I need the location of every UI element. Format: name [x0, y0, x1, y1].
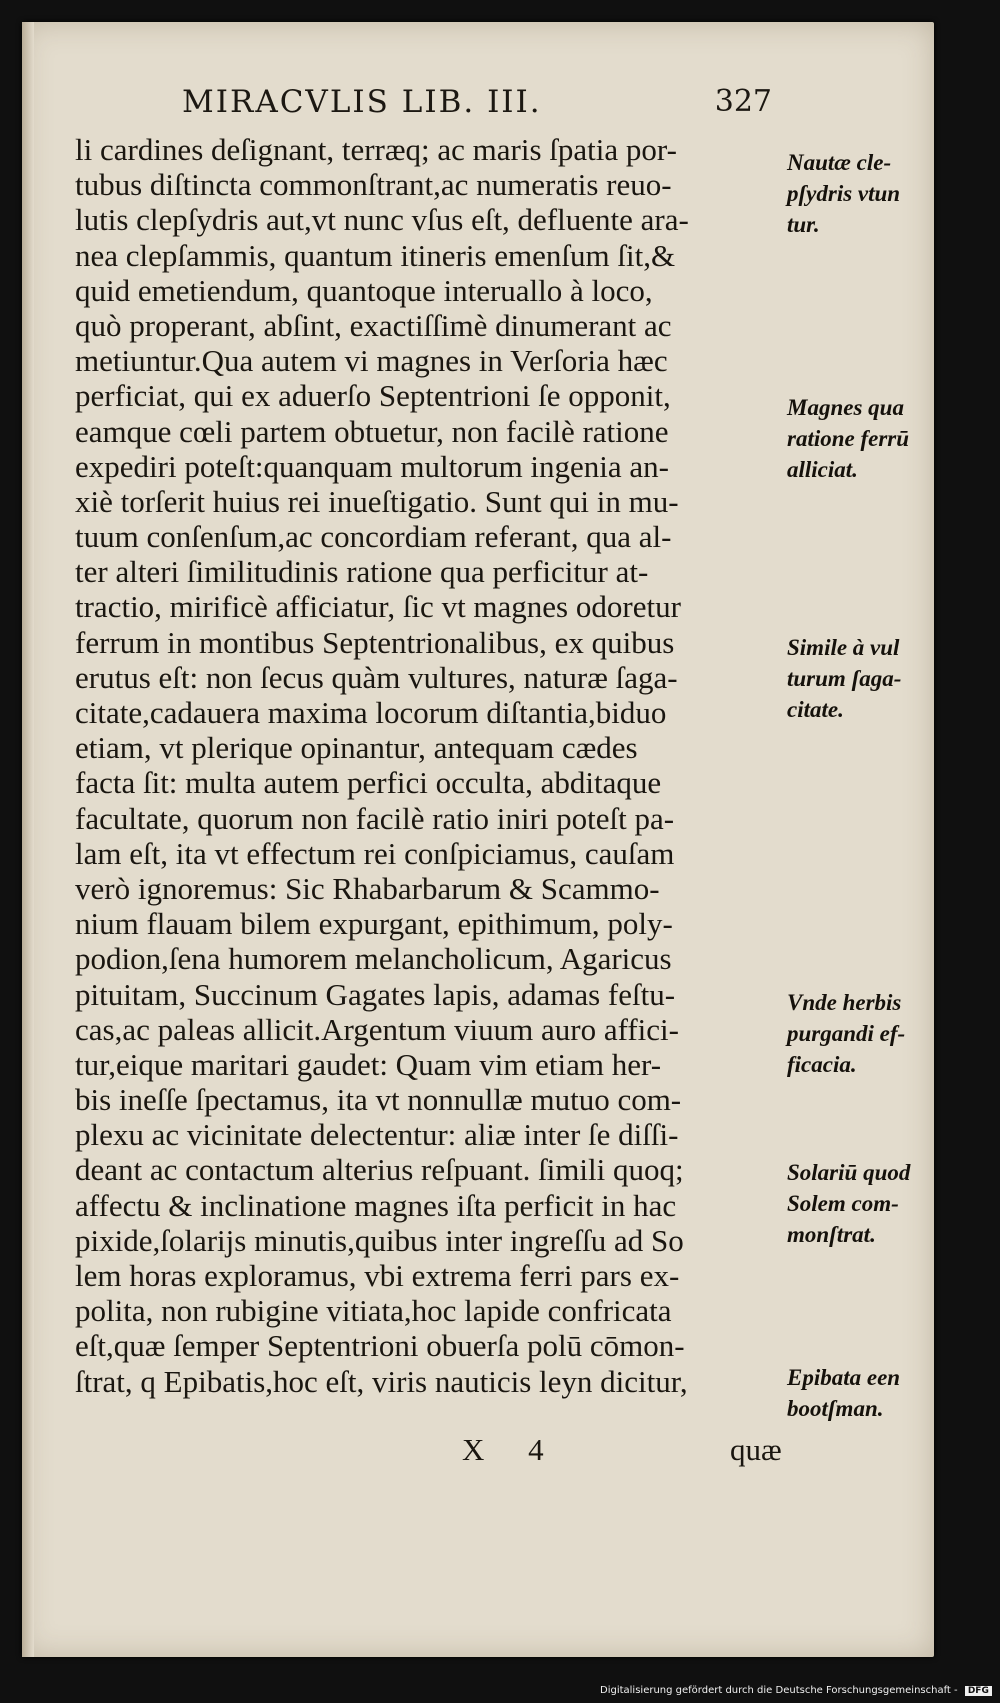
page-number: 327: [714, 84, 772, 119]
digitization-credit: [600, 1685, 992, 1696]
margin-note-line: purgandi ef-: [787, 1021, 906, 1046]
margin-note: [787, 1362, 947, 1424]
text-line: lam eſt, ita vt effectum rei conſpiciamus, cauſam: [75, 835, 675, 871]
credit-text: Digitalisierung gefördert durch die Deutsche Forschungsgemeinschaft -: [600, 1685, 958, 1696]
margin-note-line: turum ſaga-: [787, 666, 902, 691]
text-line: erutus eſt: non ſecus quàm vultures, naturæ ſaga-: [75, 659, 678, 695]
text-line: xiè torſerit huius rei inueſtigatio. Sunt qui in mu-: [75, 483, 679, 519]
margin-note-line: Nautæ cle-: [787, 150, 892, 175]
text-line: podion,ſena humorem melancholicum, Agaricus: [75, 941, 672, 977]
text-line: ſtrat, q Epibatis,hoc eſt, viris nauticis leyn dicitur,: [75, 1363, 688, 1399]
text-line: verò ignoremus: Sic Rhabarbarum & Scammo-: [75, 870, 660, 906]
margin-note-line: ficacia.: [787, 1052, 857, 1077]
text-line: tractio, mirificè afficiatur, ſic vt magnes odoretur: [75, 589, 681, 625]
text-line: li cardines deſignant, terræq; ac maris ſpatia por-: [75, 132, 677, 167]
margin-note-line: tur.: [787, 212, 820, 237]
dfg-logo: DFG: [965, 1686, 992, 1696]
margin-note-line: Epibata een: [787, 1365, 901, 1390]
text-line: perficiat, qui ex aduerſo Septentrioni ſe opponit,: [75, 378, 671, 414]
margin-note-line: alliciat.: [787, 457, 858, 482]
text-line: lem horas exploramus, vbi extrema ferri pars ex-: [75, 1258, 680, 1293]
book-page: [22, 22, 934, 1657]
text-line: facultate, quorum non facilè ratio iniri poteſt pa-: [75, 800, 675, 836]
margin-note-line: Vnde herbis: [787, 990, 902, 1015]
margin-note: [787, 147, 947, 240]
text-line: pituitam, Succinum Gagates lapis, adamas feſtu-: [75, 976, 676, 1012]
text-line: etiam, vt plerique opinantur, antequam cædes: [75, 730, 638, 766]
text-line: eſt,quæ ſemper Septentrioni obuerſa polū cōmon-: [75, 1328, 685, 1364]
margin-note-line: Solem com-: [787, 1191, 899, 1216]
margin-note-line: pſydris vtun: [787, 181, 901, 206]
signature-line: [462, 1432, 782, 1472]
margin-notes: [22, 22, 934, 1657]
text-line: citate,cadauera maxima locorum diſtantia,biduo: [75, 695, 667, 730]
text-line: polita, non rubigine vitiata,hoc lapide confricata: [75, 1293, 672, 1329]
text-line: nium flauam bilem expurgant, epithimum, poly-: [75, 906, 673, 942]
text-line: quid emetiendum, quantoque interuallo à loco,: [75, 272, 653, 308]
text-line: bis ineſſe ſpectamus, ita vt nonnullæ mutuo com-: [75, 1082, 682, 1118]
margin-note-line: bootſman.: [787, 1396, 884, 1421]
margin-note-line: monſtrat.: [787, 1222, 876, 1247]
text-line: deant ac contactum alterius reſpuant. ſimili quoq;: [75, 1152, 684, 1188]
margin-note: [787, 392, 947, 485]
margin-note: [787, 1157, 947, 1250]
text-line: ferrum in montibus Septentrionalibus, ex quibus: [75, 624, 675, 660]
text-line: metiuntur.Qua autem vi magnes in Verſoria hæc: [75, 343, 668, 379]
margin-note-line: Simile à vul: [787, 635, 900, 660]
margin-note-line: Magnes qua: [787, 395, 904, 420]
text-line: expediri poteſt:quanquam multorum ingenia an-: [75, 448, 670, 484]
text-line: tuum conſenſum,ac concordiam referant, qua al-: [75, 519, 672, 555]
running-head-title: MIRACVLIS LIB. III.: [182, 84, 542, 120]
text-line: quò properant, abſint, exactiſſimè dinumerant ac: [75, 307, 672, 343]
text-line: pixide,ſolarijs minutis,quibus inter ingreſſu ad So: [75, 1222, 684, 1258]
catchword: quæ: [730, 1432, 782, 1467]
text-line: tur,eique maritari gaudet: Quam vim etiam her-: [75, 1046, 662, 1082]
text-line: eamque cœli partem obtuetur, non facilè ratione: [75, 413, 669, 449]
margin-note-line: ratione ferrū: [787, 426, 910, 451]
text-line: facta ſit: multa autem perfici occulta, abditaque: [75, 765, 662, 801]
margin-note-line: Solariū quod: [787, 1160, 911, 1185]
signature-mark: X 4: [462, 1432, 562, 1467]
margin-note: [787, 632, 947, 725]
text-line: affectu & inclinatione magnes iſta perficit in hac: [75, 1187, 677, 1223]
text-line: lutis clepſydris aut,vt nunc vſus eſt, defluente ara-: [75, 202, 689, 238]
text-line: plexu ac vicinitate delectentur: aliæ inter ſe diſſi-: [75, 1117, 679, 1153]
text-line: cas,ac paleas allicit.Argentum viuum auro affici-: [75, 1011, 679, 1047]
text-line: nea clepſammis, quantum itineris emenſum ſit,&: [75, 237, 676, 273]
margin-note: [787, 987, 947, 1080]
text-line: ter alteri ſimilitudinis ratione qua perficitur at-: [75, 554, 649, 590]
text-line: tubus diſtincta commonſtrant,ac numeratis reuo-: [75, 167, 672, 203]
margin-note-line: citate.: [787, 697, 844, 722]
